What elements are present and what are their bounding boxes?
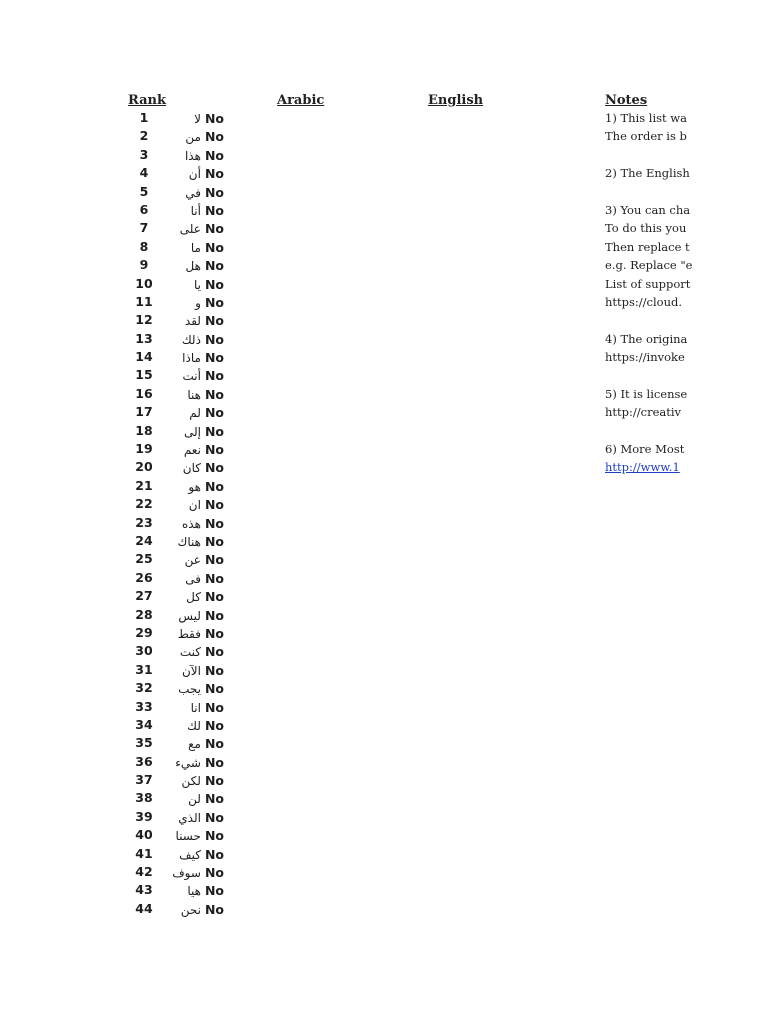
arabic-cell xyxy=(185,569,224,588)
notes-line xyxy=(605,275,768,293)
no-label: No xyxy=(204,644,224,660)
arabic-cell xyxy=(177,532,224,551)
rank-cell: 29 xyxy=(135,624,153,640)
arabic-cell xyxy=(180,219,224,238)
rank-cell: 10 xyxy=(135,275,153,291)
no-label: No xyxy=(204,883,224,899)
arabic-word: كان xyxy=(182,461,201,476)
arabic-word: فى xyxy=(185,571,201,586)
table-row xyxy=(0,422,600,440)
arabic-word: مع xyxy=(188,737,201,752)
no-label: No xyxy=(204,901,224,917)
table-row xyxy=(0,183,600,201)
rank-cell: 31 xyxy=(135,661,153,677)
notes-text: List of support xyxy=(605,276,691,291)
rank-cell: 3 xyxy=(139,146,149,162)
arabic-cell xyxy=(187,385,224,404)
rank-cell: 42 xyxy=(135,864,153,880)
arabic-cell xyxy=(180,642,224,661)
rank-cell: 33 xyxy=(135,698,153,714)
arabic-word: عن xyxy=(184,553,201,568)
notes-line xyxy=(605,311,768,329)
table-row xyxy=(0,532,600,550)
no-label: No xyxy=(204,681,224,697)
rank-cell: 15 xyxy=(135,367,153,383)
arabic-cell xyxy=(185,127,224,146)
table-row xyxy=(0,550,600,568)
notes-line xyxy=(605,385,768,403)
arabic-cell xyxy=(185,183,224,202)
rank-cell: 18 xyxy=(135,422,153,438)
table-row xyxy=(0,495,600,513)
arabic-cell xyxy=(176,826,224,845)
table-row xyxy=(0,109,600,127)
notes-line xyxy=(605,256,768,274)
arabic-cell xyxy=(194,109,224,128)
no-label: No xyxy=(204,625,224,641)
arabic-cell xyxy=(189,495,224,514)
rank-cell: 19 xyxy=(135,441,153,457)
no-label: No xyxy=(204,239,224,255)
arabic-word: كنت xyxy=(179,645,201,660)
arabic-word: ما xyxy=(190,240,201,255)
table-row xyxy=(0,845,600,863)
arabic-cell xyxy=(185,550,224,569)
table-row xyxy=(0,348,600,366)
arabic-cell xyxy=(182,771,224,790)
table-row xyxy=(0,753,600,771)
notes-link-line xyxy=(605,458,768,476)
table-row xyxy=(0,440,600,458)
notes-line xyxy=(605,422,768,440)
arabic-cell xyxy=(194,275,224,294)
rank-cell: 24 xyxy=(135,532,153,548)
no-label: No xyxy=(204,515,224,531)
table-row xyxy=(0,771,600,789)
notes-line xyxy=(605,366,768,384)
no-label: No xyxy=(204,570,224,586)
notes-line xyxy=(605,330,768,348)
no-label: No xyxy=(204,828,224,844)
no-label: No xyxy=(204,350,224,366)
no-label: No xyxy=(204,662,224,678)
arabic-word: حسنا xyxy=(175,829,201,844)
rank-cell: 28 xyxy=(135,606,153,622)
arabic-cell xyxy=(191,238,224,257)
table-row xyxy=(0,698,600,716)
no-label: No xyxy=(204,552,224,568)
notes-text: 6) More Most xyxy=(605,442,685,457)
rank-cell: 14 xyxy=(135,349,153,365)
rank-cell: 25 xyxy=(135,551,153,567)
table-row xyxy=(0,477,600,495)
no-label: No xyxy=(204,589,224,605)
arabic-cell xyxy=(181,900,224,919)
rank-cell: 4 xyxy=(139,165,149,181)
no-label: No xyxy=(204,699,224,715)
rank-cell: 8 xyxy=(139,238,149,254)
table-row xyxy=(0,716,600,734)
arabic-word: الذي xyxy=(178,810,201,825)
arabic-cell xyxy=(184,440,224,459)
rank-cell: 2 xyxy=(139,128,149,144)
no-label: No xyxy=(204,773,224,789)
arabic-cell xyxy=(182,661,224,680)
arabic-word: أنت xyxy=(182,369,201,384)
table-row xyxy=(0,256,600,274)
no-label: No xyxy=(204,386,224,402)
arabic-cell xyxy=(188,734,224,753)
notes-column xyxy=(605,109,768,477)
notes-line xyxy=(605,348,768,366)
rank-cell: 40 xyxy=(135,827,153,843)
arabic-word: هذه xyxy=(182,516,201,531)
arabic-word: كل xyxy=(186,590,201,605)
arabic-cell xyxy=(189,403,224,422)
rank-cell: 27 xyxy=(135,588,153,604)
no-label: No xyxy=(204,313,224,329)
arabic-word: هنا xyxy=(187,387,201,402)
table-row xyxy=(0,642,600,660)
rank-cell: 20 xyxy=(135,459,153,475)
no-label: No xyxy=(204,258,224,274)
arabic-word: يجب xyxy=(178,682,201,697)
no-label: No xyxy=(204,184,224,200)
no-label: No xyxy=(204,791,224,807)
rank-cell: 32 xyxy=(135,680,153,696)
arabic-word: و xyxy=(195,295,201,310)
table-row xyxy=(0,458,600,476)
notes-text: https://invoke xyxy=(605,350,685,365)
table-row xyxy=(0,219,600,237)
table-row xyxy=(0,826,600,844)
arabic-cell xyxy=(185,146,224,165)
rank-cell: 44 xyxy=(135,900,153,916)
rank-cell: 5 xyxy=(139,183,149,199)
no-label: No xyxy=(204,754,224,770)
rank-cell: 6 xyxy=(139,201,149,217)
no-label: No xyxy=(204,202,224,218)
no-label: No xyxy=(204,166,224,182)
notes-text: Then replace t xyxy=(605,239,690,254)
table-row xyxy=(0,164,600,182)
no-label: No xyxy=(204,331,224,347)
table-row xyxy=(0,385,600,403)
no-label: No xyxy=(204,846,224,862)
table-row xyxy=(0,330,600,348)
arabic-cell xyxy=(184,422,224,441)
rank-cell: 13 xyxy=(135,330,153,346)
arabic-word: هذا xyxy=(184,148,201,163)
notes-text: 4) The origina xyxy=(605,331,688,346)
arabic-word: هو xyxy=(188,479,201,494)
table-row xyxy=(0,293,600,311)
arabic-word: الآن xyxy=(181,663,201,678)
arabic-cell xyxy=(175,753,224,772)
notes-text: 1) This list wa xyxy=(605,111,688,125)
rank-cell: 30 xyxy=(135,643,153,659)
rank-cell: 12 xyxy=(135,312,153,328)
rank-cell: 35 xyxy=(135,735,153,751)
table-row xyxy=(0,789,600,807)
notes-line xyxy=(605,183,768,201)
rank-cell: 39 xyxy=(135,808,153,824)
no-label: No xyxy=(204,460,224,476)
arabic-word: أنا xyxy=(190,203,201,218)
arabic-word: لم xyxy=(189,406,201,421)
rank-cell: 17 xyxy=(135,404,153,420)
arabic-cell xyxy=(179,845,224,864)
arabic-word: لن xyxy=(188,792,201,807)
notes-line xyxy=(605,403,768,421)
notes-line xyxy=(605,164,768,182)
notes-line xyxy=(605,219,768,237)
arabic-cell xyxy=(187,881,224,900)
arabic-cell xyxy=(188,789,224,808)
rank-cell: 7 xyxy=(139,220,149,236)
arabic-word: يا xyxy=(193,277,201,292)
rank-cell: 41 xyxy=(135,845,153,861)
notes-line xyxy=(605,440,768,458)
table-row xyxy=(0,127,600,145)
arabic-word: لكن xyxy=(181,774,201,789)
no-label: No xyxy=(204,147,224,163)
rank-column-header: Rank xyxy=(128,93,166,108)
notes-text: The order is b xyxy=(605,129,687,144)
arabic-cell xyxy=(182,514,224,533)
table-row xyxy=(0,900,600,918)
table-row xyxy=(0,403,600,421)
arabic-word: ذلك xyxy=(181,332,201,347)
arabic-cell xyxy=(191,698,224,717)
table-row xyxy=(0,238,600,256)
arabic-word: ماذا xyxy=(182,351,201,366)
notes-text: To do this you xyxy=(605,221,687,236)
rank-cell: 34 xyxy=(135,716,153,732)
arabic-word: لك xyxy=(187,718,201,733)
no-label: No xyxy=(204,478,224,494)
arabic-cell xyxy=(182,366,224,385)
rank-cell: 1 xyxy=(139,110,149,125)
rank-cell: 22 xyxy=(135,496,153,512)
notes-text: 3) You can cha xyxy=(605,202,691,217)
notes-text: e.g. Replace "e xyxy=(605,258,693,273)
table-row xyxy=(0,146,600,164)
arabic-word: انا xyxy=(190,700,201,715)
table-row xyxy=(0,863,600,881)
table-row xyxy=(0,606,600,624)
arabic-word: فقط xyxy=(177,626,201,641)
notes-line xyxy=(605,146,768,164)
table-row xyxy=(0,201,600,219)
rank-cell: 26 xyxy=(135,569,153,585)
table-row xyxy=(0,569,600,587)
table-row xyxy=(0,514,600,532)
table-row xyxy=(0,661,600,679)
arabic-cell xyxy=(189,164,224,183)
arabic-word: في xyxy=(185,185,201,200)
arabic-word: هناك xyxy=(177,534,201,549)
notes-line xyxy=(605,293,768,311)
arabic-word: شيء xyxy=(175,755,201,770)
no-label: No xyxy=(204,276,224,292)
rank-cell: 16 xyxy=(135,385,153,401)
notes-text: 5) It is license xyxy=(605,386,688,401)
arabic-cell xyxy=(186,256,224,275)
no-label: No xyxy=(204,809,224,825)
notes-text: http://creativ xyxy=(605,405,682,420)
arabic-cell xyxy=(183,458,224,477)
no-label: No xyxy=(204,865,224,881)
notes-line xyxy=(605,201,768,219)
arabic-word: نحن xyxy=(180,902,201,917)
table-row xyxy=(0,679,600,697)
rank-cell: 37 xyxy=(135,772,153,788)
arabic-word: من xyxy=(185,130,201,145)
rank-cell: 11 xyxy=(135,293,153,309)
rank-cell: 21 xyxy=(135,477,153,493)
arabic-cell xyxy=(191,201,224,220)
arabic-word: هيا xyxy=(187,884,201,899)
no-label: No xyxy=(204,736,224,752)
arabic-word: ان xyxy=(188,498,201,513)
word-table xyxy=(0,109,600,918)
arabic-cell xyxy=(182,348,224,367)
arabic-cell xyxy=(187,716,224,735)
table-row xyxy=(0,275,600,293)
no-label: No xyxy=(204,533,224,549)
arabic-word: لا xyxy=(194,112,201,126)
arabic-word: أن xyxy=(188,167,201,182)
arabic-word: سوف xyxy=(172,866,201,881)
arabic-word: ليس xyxy=(178,608,201,623)
arabic-word: هل xyxy=(185,259,201,274)
english-column-header: English xyxy=(428,93,484,108)
no-label: No xyxy=(204,294,224,310)
notes-line xyxy=(605,238,768,256)
table-row xyxy=(0,587,600,605)
notes-link[interactable]: http://www.1 xyxy=(605,460,680,475)
arabic-cell xyxy=(185,311,224,330)
table-row xyxy=(0,624,600,642)
arabic-cell xyxy=(178,606,224,625)
notes-line xyxy=(605,109,768,127)
no-label: No xyxy=(204,221,224,237)
notes-text: https://cloud. xyxy=(605,294,683,309)
arabic-cell xyxy=(178,808,224,827)
rank-cell: 43 xyxy=(135,882,153,898)
no-label: No xyxy=(204,717,224,733)
arabic-cell xyxy=(186,587,224,606)
table-row xyxy=(0,366,600,384)
arabic-cell xyxy=(188,477,224,496)
no-label: No xyxy=(204,405,224,421)
no-label: No xyxy=(204,607,224,623)
notes-text: 2) The English xyxy=(605,166,690,181)
no-label: No xyxy=(204,497,224,513)
arabic-cell xyxy=(172,863,224,882)
arabic-word: إلى xyxy=(183,424,201,439)
table-row xyxy=(0,808,600,826)
table-row xyxy=(0,734,600,752)
table-row xyxy=(0,311,600,329)
arabic-cell xyxy=(178,679,224,698)
arabic-cell xyxy=(178,624,224,643)
rank-cell: 36 xyxy=(135,753,153,769)
arabic-word: نعم xyxy=(183,443,201,458)
arabic-word: لقد xyxy=(184,314,201,329)
arabic-cell xyxy=(195,293,224,312)
table-row xyxy=(0,881,600,899)
no-label: No xyxy=(204,442,224,458)
rank-cell: 38 xyxy=(135,790,153,806)
arabic-cell xyxy=(182,330,224,349)
rank-cell: 23 xyxy=(135,514,153,530)
arabic-word: كيف xyxy=(179,847,201,862)
no-label: No xyxy=(204,368,224,384)
arabic-column-header: Arabic xyxy=(277,93,325,108)
no-label: No xyxy=(204,111,224,126)
notes-line xyxy=(605,127,768,145)
no-label: No xyxy=(204,423,224,439)
rank-cell: 9 xyxy=(139,257,149,273)
notes-column-header: Notes xyxy=(605,93,648,108)
no-label: No xyxy=(204,129,224,145)
arabic-word: على xyxy=(179,222,201,237)
